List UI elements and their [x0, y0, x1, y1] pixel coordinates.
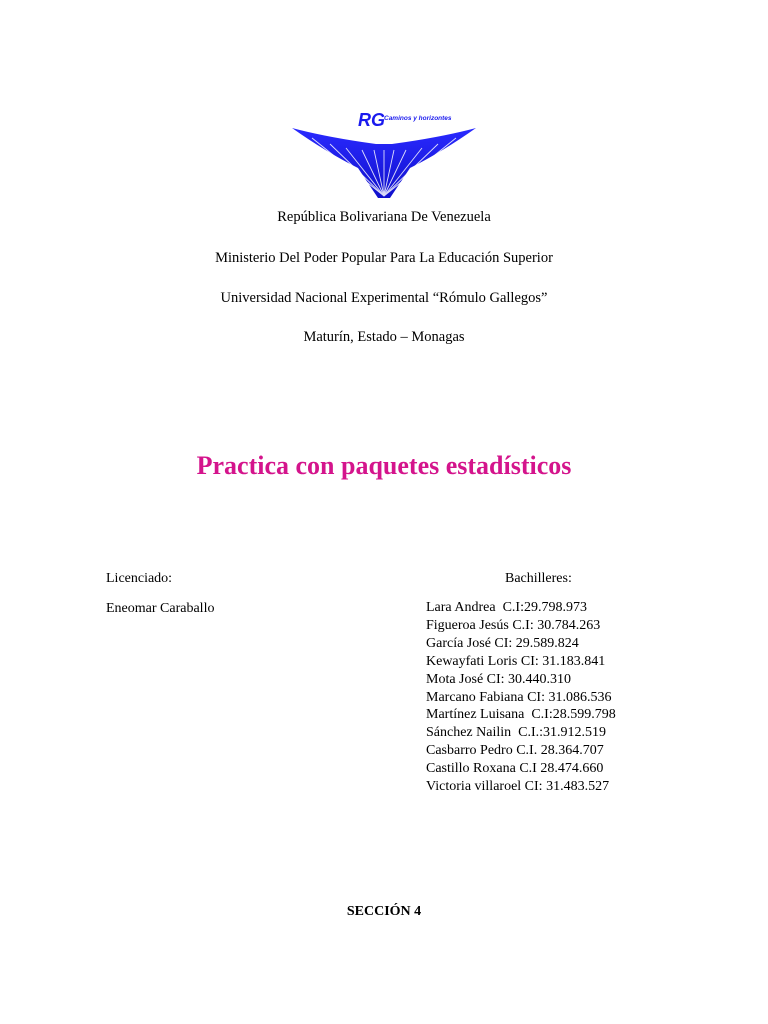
list-item: García José CI: 29.589.824 [426, 635, 579, 651]
header-republic: República Bolivariana De Venezuela [277, 209, 491, 225]
list-item: Casbarro Pedro C.I. 28.364.707 [426, 743, 604, 759]
student-list [426, 599, 616, 796]
students-label: Bachilleres: [505, 571, 572, 586]
section-label: SECCIÓN 4 [346, 904, 422, 919]
list-item: Mota José CI: 30.440.310 [426, 671, 572, 687]
list-item: Lara Andrea C.I:29.798.973 [426, 600, 587, 615]
advisor-name: Eneomar Caraballo [106, 601, 215, 616]
header-university: Universidad Nacional Experimental “Rómulo Gallegos” [220, 290, 548, 306]
list-item: Sánchez Nailin C.I.:31.912.519 [426, 725, 607, 741]
list-item: Kewayfati Loris CI: 31.183.841 [426, 653, 606, 669]
logo-emblem-icon [292, 108, 476, 200]
list-item: Martínez Luisana C.I:28.599.798 [426, 707, 616, 723]
advisor-label: Licenciado: [106, 571, 173, 586]
list-item: Figueroa Jesús C.I: 30.784.263 [426, 617, 601, 633]
document-title: Practica con paquetes estadísticos [196, 451, 572, 480]
university-logo [292, 108, 476, 200]
list-item: Victoria villaroel CI: 31.483.527 [426, 779, 610, 795]
header-location: Maturín, Estado – Monagas [303, 329, 465, 345]
list-item: Marcano Fabiana CI: 31.086.536 [426, 689, 612, 705]
list-item: Castillo Roxana C.I 28.474.660 [426, 761, 604, 777]
header-ministry: Ministerio Del Poder Popular Para La Educación Superior [215, 250, 553, 266]
svg-text:Caminos y horizontes: Caminos y horizontes [384, 115, 452, 122]
svg-text:RG: RG [358, 110, 385, 130]
